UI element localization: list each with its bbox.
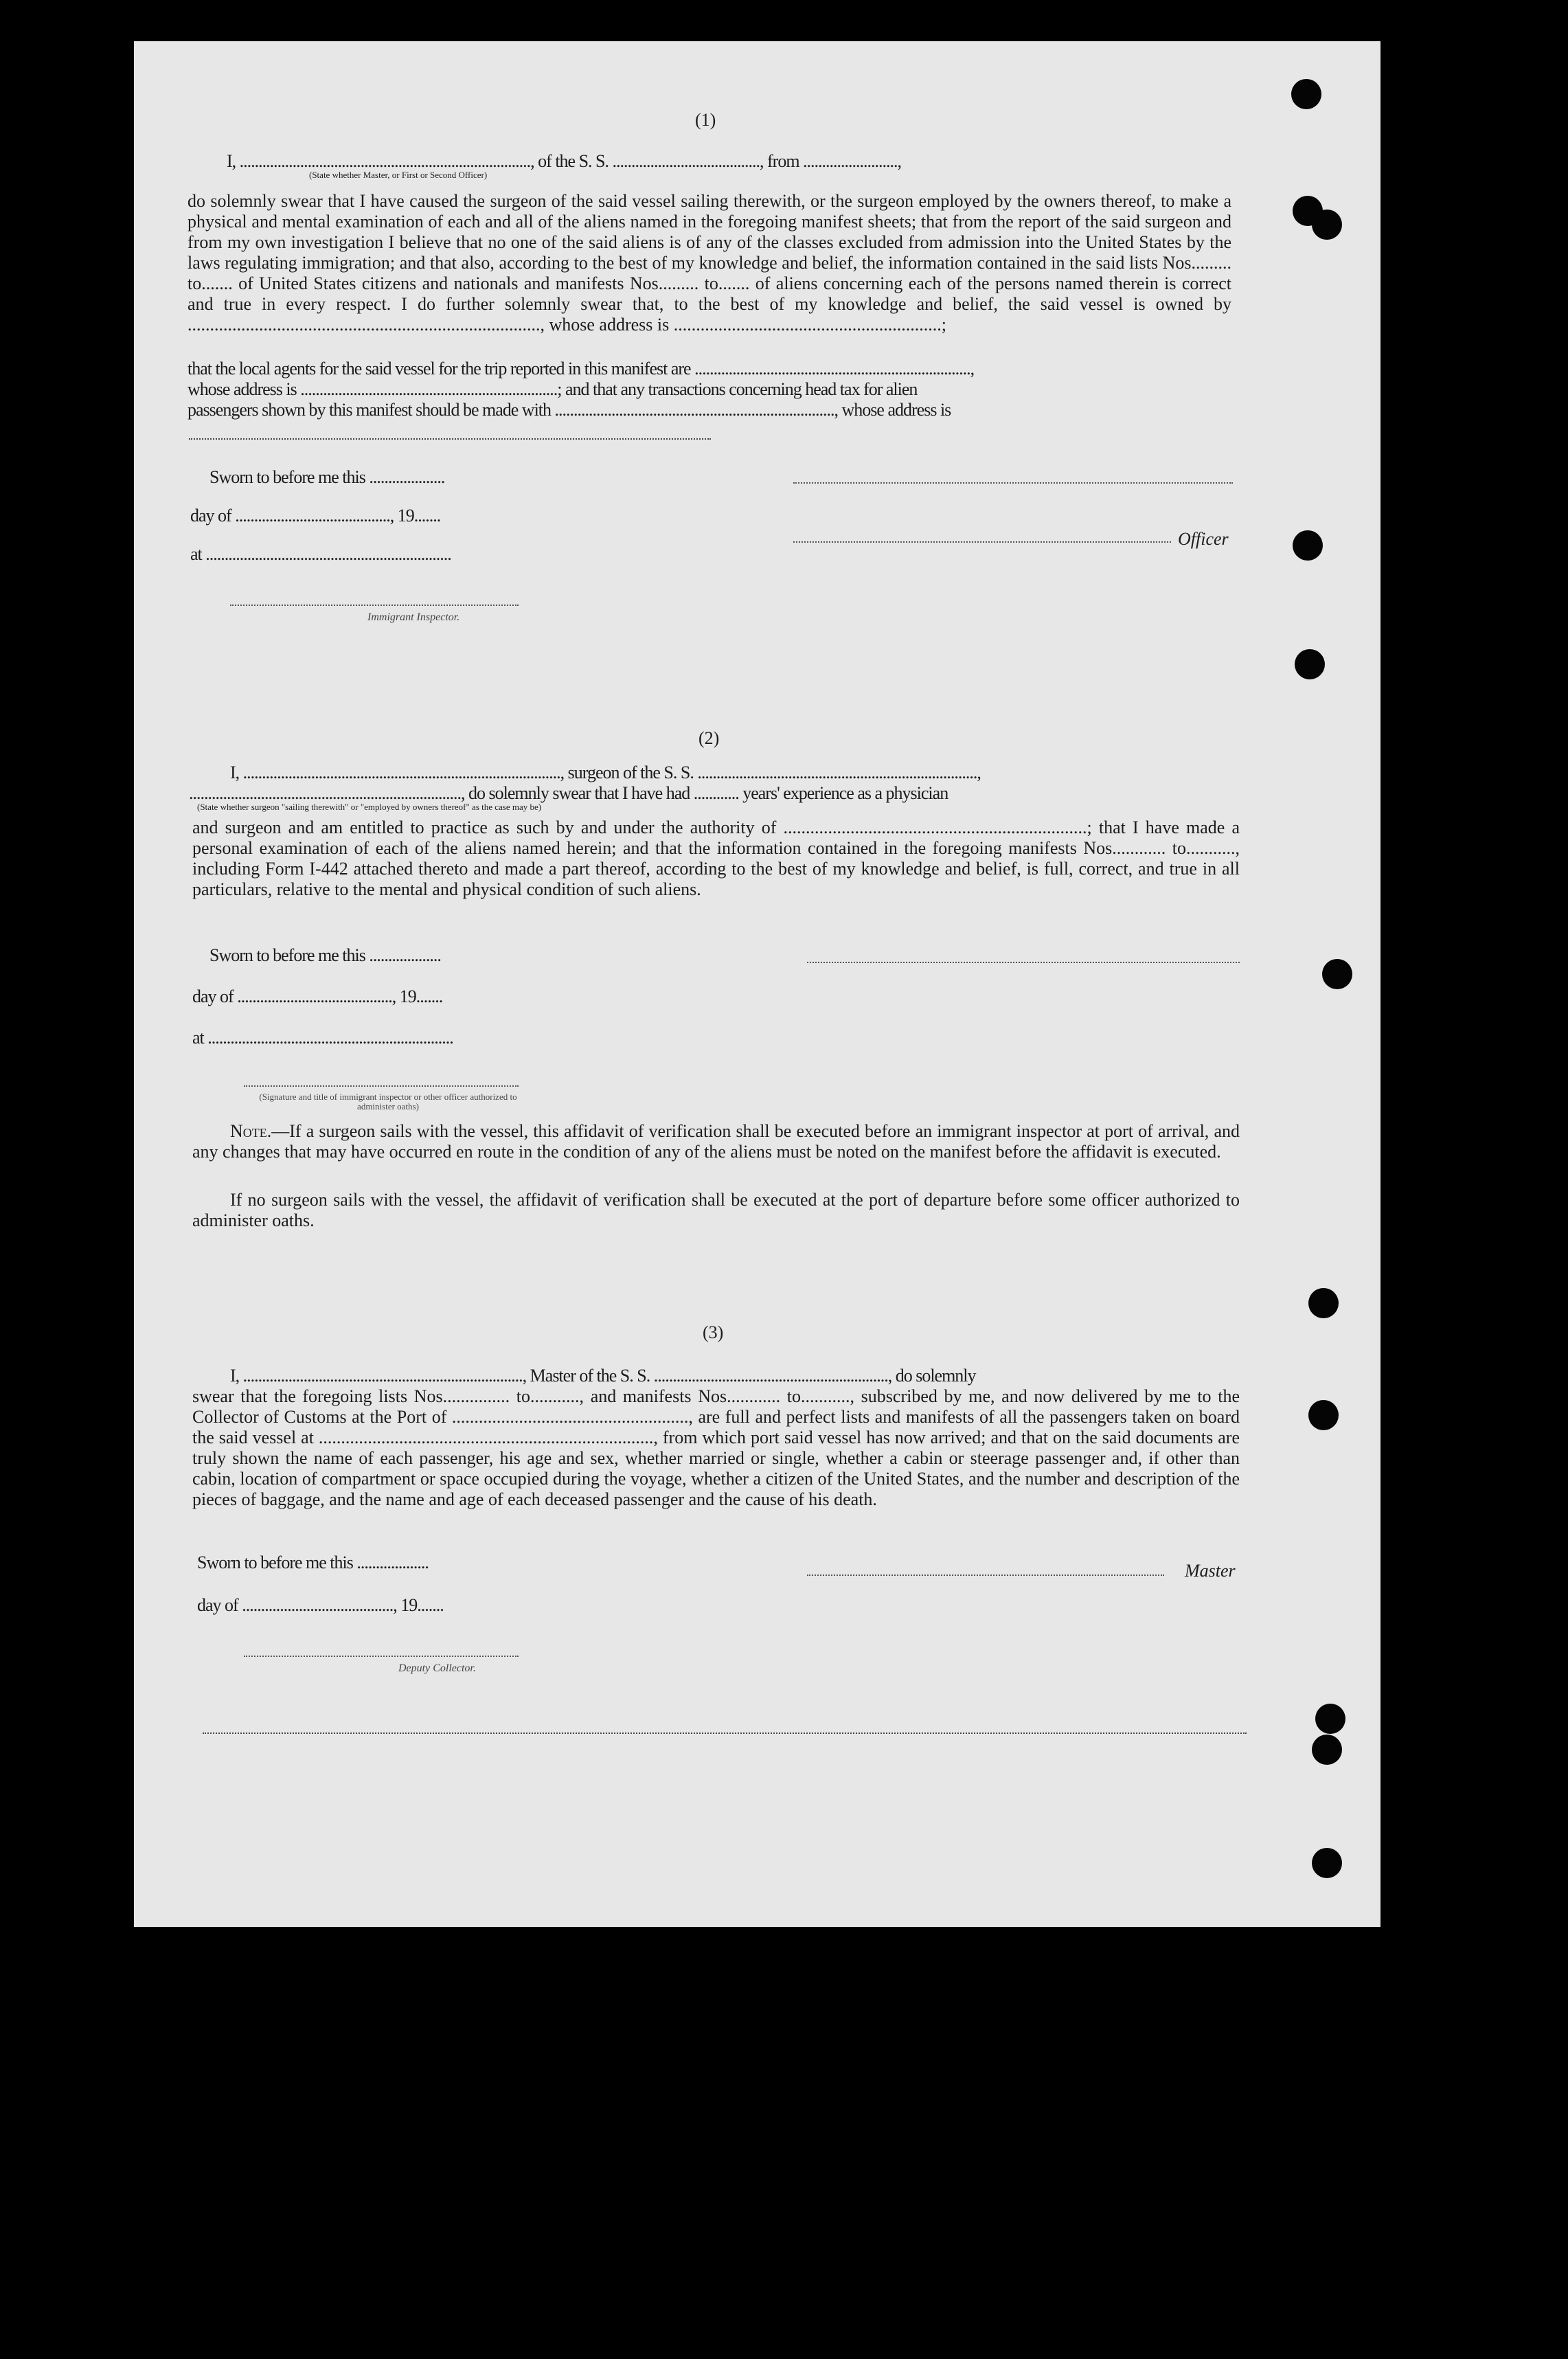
section-1-agents-line: that the local agents for the said vessel for the trip reported in this manifest are ........................................................................., bbox=[188, 359, 975, 379]
section-2-note bbox=[192, 1121, 1240, 1162]
section-2-note-label: Note. bbox=[230, 1121, 272, 1141]
section-2-body: and surgeon and am entitled to practice as such by and under the authority of ....................................................................; that I have made a personal examination of each of the aliens named herein; and that the information contained in the foregoing manifests Nos............ to..........., including Form I-442 attached thereto and made a part thereof, according to the best of my knowledge and belief, is full, correct, and true in all particulars, relative to the mental and physical condition of such aliens. bbox=[192, 817, 1240, 899]
section-1-inspector-line bbox=[230, 605, 519, 606]
section-2-line1: I, ...................................................................................., surgeon of the S. S. .........................................................................., bbox=[230, 763, 981, 782]
section-3-sworn: Sworn to before me this ................... bbox=[197, 1553, 429, 1572]
section-1-officer-note: (State whether Master, or First or Second Officer) bbox=[309, 170, 488, 180]
section-2-signature-line bbox=[807, 962, 1240, 963]
section-3-collector-line bbox=[244, 1656, 519, 1657]
section-1-whose-line: whose address is ....................................................................; and that any transactions concerning head tax for alien bbox=[188, 379, 918, 399]
punch-hole-6 bbox=[1322, 959, 1352, 989]
punch-hole-5 bbox=[1295, 649, 1325, 679]
section-1-body: do solemnly swear that I have caused the surgeon of the said vessel sailing therewith, or the surgeon employed by the owners thereof, to make a physical and mental examination of each and all of the aliens named in the foregoing manifest sheets; that from the report of the said surgeon and from my own investigation I believe that no one of the said aliens is of any of the classes excluded from admission into the United States by the laws regulating immigration; and that also, according to the best of my knowledge and belief, the information contained in the said lists Nos......... to....... of United States citizens and nationals and manifests Nos......... to....... of aliens concerning each of the persons named therein is correct and true in every respect. I do further solemnly swear that, to the best of my knowledge and belief, the said vessel is owned by ..............................................................................., whose address is ............................................................; bbox=[188, 191, 1231, 335]
document-page bbox=[134, 41, 1380, 1927]
punch-hole-11 bbox=[1312, 1848, 1342, 1878]
section-1-officer-label: Officer bbox=[1178, 529, 1229, 549]
section-1-signature-line-top bbox=[793, 482, 1233, 484]
section-3-day: day of ........................................, 19....... bbox=[197, 1595, 444, 1615]
section-2-number: (2) bbox=[698, 728, 720, 748]
punch-hole-1 bbox=[1291, 79, 1321, 109]
section-3-collector-label: Deputy Collector. bbox=[398, 1662, 476, 1674]
section-2-sworn: Sworn to before me this ................... bbox=[209, 945, 441, 965]
section-1-officer-signature-line bbox=[793, 541, 1171, 543]
section-1-line1: I, ............................................................................., of the S. S. ......................................., from ........................., bbox=[227, 151, 902, 171]
punch-hole-7 bbox=[1308, 1288, 1339, 1318]
section-2-surgeon-note: (State whether surgeon "sailing therewith" or "employed by owners thereof" as the case may be) bbox=[197, 802, 542, 812]
punch-hole-4 bbox=[1293, 530, 1323, 561]
section-2-day: day of ........................................., 19....... bbox=[192, 986, 443, 1006]
section-1-at: at ................................................................. bbox=[190, 544, 451, 564]
section-1-blank-line bbox=[189, 438, 711, 440]
section-1-inspector-label: Immigrant Inspector. bbox=[367, 611, 460, 623]
section-1-passengers-line: passengers shown by this manifest should be made with .........................................................................., whose address is bbox=[188, 400, 951, 420]
section-2-at: at ................................................................. bbox=[192, 1028, 453, 1048]
punch-hole-9 bbox=[1315, 1704, 1345, 1734]
section-2-note-2: If no surgeon sails with the vessel, the affidavit of verification shall be executed at the port of departure before some officer authorized to administer oaths. bbox=[192, 1190, 1240, 1230]
punch-hole-10 bbox=[1312, 1735, 1342, 1765]
section-3-master-label: Master bbox=[1185, 1561, 1236, 1581]
section-3-body: swear that the foregoing lists Nos............... to..........., and manifests Nos............ to..........., subscribed by me, and now delivered by me to the Collector of Customs at the Port of ....................................................., are full and perfect lists and manifests of all the passengers taken on board the said vessel at ..........................................................................., from which port said vessel has now arrived; and that on the said documents are truly shown the name of each passenger, his age and sex, whether married or single, whether a cabin or steerage passenger and, if other than cabin, location of compartment or space occupied during the voyage, whether a citizen of the United States, and the number and description of the pieces of baggage, and the name and age of each deceased passenger and the cause of his death. bbox=[192, 1386, 1240, 1509]
section-1-number: (1) bbox=[695, 110, 716, 130]
section-1-sworn: Sworn to before me this .................... bbox=[209, 467, 445, 487]
section-2-line2: ........................................................................, do solemnly swear that I have had ............ years' experience as a physician bbox=[189, 783, 948, 803]
punch-hole-8 bbox=[1308, 1400, 1339, 1430]
section-3-line1: I, .........................................................................., Master of the S. S. .............................................................., do solemnly bbox=[230, 1366, 976, 1386]
section-2-signature-note: (Signature and title of immigrant inspector or other officer authorized to administer oaths) bbox=[259, 1092, 517, 1111]
section-2-inspector-line bbox=[244, 1085, 519, 1087]
bottom-rule bbox=[203, 1732, 1247, 1734]
section-3-master-signature-line bbox=[807, 1574, 1164, 1576]
section-2-note-text: —If a surgeon sails with the vessel, this affidavit of verification shall be executed before an immigrant inspector at port of arrival, and any changes that may have occurred en route in the condition of any of the aliens must be noted on the manifest before the affidavit is executed. bbox=[192, 1121, 1240, 1162]
section-1-day: day of ........................................., 19....... bbox=[190, 506, 441, 526]
section-3-number: (3) bbox=[703, 1322, 724, 1342]
punch-hole-3 bbox=[1312, 210, 1342, 240]
